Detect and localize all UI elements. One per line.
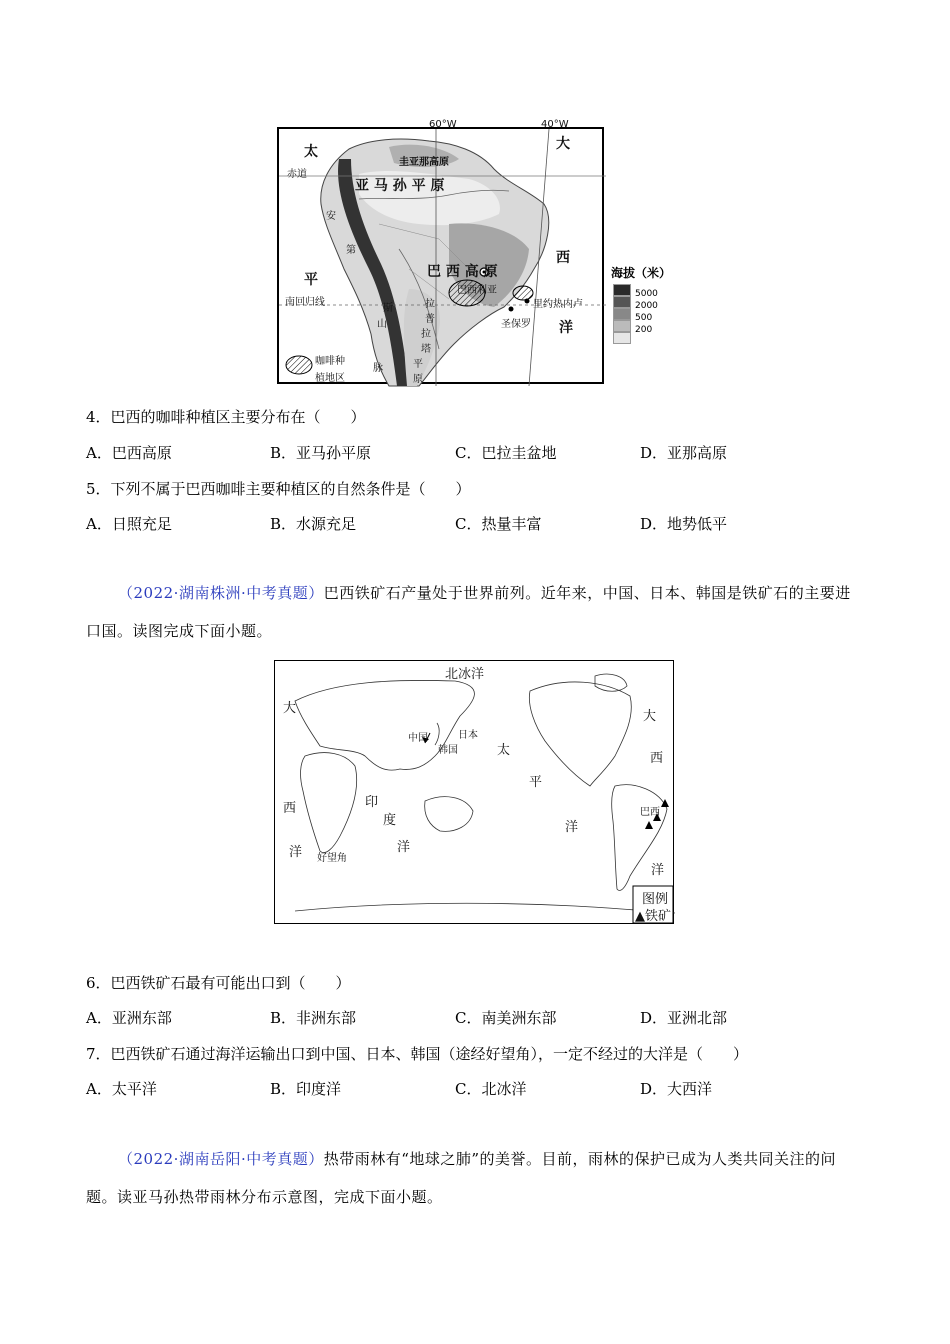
atlantic-label-1: 大 (556, 136, 570, 152)
intro-yueyang-text: 热带雨林有“地球之肺”的美誉。目前，雨林的保护已成为人类共同关注的问题。读亚马孙热带雨林分布示意图，完成下面小题。 (86, 1150, 837, 1206)
atlantic-right-2: 西 (650, 751, 664, 766)
equator-label: 赤道 (287, 169, 307, 180)
q7-option-d[interactable]: D．大西洋 (640, 1080, 713, 1098)
saopaulo-label: 圣保罗 (501, 319, 531, 330)
pacific-label-1: 太 (304, 144, 318, 160)
q7-stem: 7．巴西铁矿石通过海洋运输出口到中国、日本、韩国（途经好望角），一定不经过的大洋是（ ） (86, 1045, 749, 1063)
atlantic-left-1: 大 (283, 701, 297, 716)
south-america-relief-map (277, 119, 604, 385)
elevation-level-label: 5000 (635, 289, 658, 299)
laplata-char-5: 平 (413, 359, 423, 370)
elevation-level-label: 200 (635, 325, 653, 335)
brazil-label: 巴西 (640, 807, 660, 818)
atlantic-right-3: 洋 (651, 863, 665, 878)
atlantic-label-3: 洋 (559, 320, 573, 336)
q5-option-b[interactable]: B．水源充足 (270, 515, 357, 533)
elevation-swatch (613, 284, 631, 296)
elevation-level-label: 500 (635, 313, 653, 323)
atlantic-label-2: 西 (556, 250, 570, 266)
laplata-char-4: 塔 (421, 344, 431, 355)
q4-stem: 4．巴西的咖啡种植区主要分布在（ ） (86, 408, 366, 426)
amazon-plain-label: 亚 马 孙 平 原 (355, 178, 445, 194)
elevation-legend-title: 海拔（米） (611, 266, 672, 280)
legend-coffee-line1: 咖啡种 (315, 356, 345, 367)
lon-60w-label: 60°W (429, 119, 457, 130)
q4-option-c[interactable]: C．巴拉圭盆地 (455, 444, 557, 462)
legend-coffee-line2: 植地区 (315, 373, 345, 384)
pacific-2: 平 (529, 775, 543, 790)
q6-option-d[interactable]: D．亚洲北部 (640, 1009, 728, 1027)
q5-option-c[interactable]: C．热量丰富 (455, 515, 542, 533)
q7-option-b[interactable]: B．印度洋 (270, 1080, 342, 1098)
lon-40w-label: 40°W (541, 119, 569, 130)
q6-option-b[interactable]: B．非洲东部 (270, 1009, 357, 1027)
q7-option-a[interactable]: A．太平洋 (86, 1080, 157, 1098)
world-map-graphic (275, 661, 675, 925)
indian-2: 度 (383, 813, 397, 828)
laplata-char-1: 拉 (425, 299, 435, 310)
intro-zhuzhou-text: 巴西铁矿石产量处于世界前列。近年来，中国、日本、韩国是铁矿石的主要进口国。读图完成下面小题。 (86, 584, 851, 640)
atlantic-left-3: 洋 (289, 845, 303, 860)
japan-label: 日本 (458, 730, 478, 741)
andes-char-1: 安 (326, 211, 336, 222)
arctic-ocean-label: 北冰洋 (445, 667, 485, 682)
andes-char-5: 脉 (373, 363, 383, 374)
world-iron-ore-map (274, 660, 674, 924)
tropic-label: 南回归线 (285, 297, 325, 308)
cape-of-good-hope-label: 好望角 (317, 853, 347, 864)
atlantic-right-1: 大 (643, 709, 657, 724)
pacific-label-2: 平 (304, 272, 318, 288)
brasilia-label: 巴西利亚 (457, 285, 497, 296)
andes-char-4: 山 (377, 319, 387, 330)
elevation-swatch (613, 296, 631, 308)
korea-label: 韩国 (438, 745, 458, 756)
elevation-swatch (613, 320, 631, 332)
laplata-char-6: 原 (413, 374, 423, 385)
elevation-swatch (613, 308, 631, 320)
intro-yueyang-source: （2022·湖南岳阳·中考真题） (118, 1150, 324, 1168)
q4-option-b[interactable]: B．亚马孙平原 (270, 444, 372, 462)
indian-3: 洋 (397, 840, 411, 855)
q5-option-a[interactable]: A．日照充足 (86, 515, 172, 533)
intro-zhuzhou (86, 574, 866, 650)
q6-option-a[interactable]: A．亚洲东部 (86, 1009, 172, 1027)
elevation-legend (611, 264, 691, 354)
brazil-plateau-label: 巴 西 高 原 (427, 264, 498, 280)
atlantic-left-2: 西 (283, 801, 297, 816)
q4-option-d[interactable]: D．亚那高原 (640, 444, 728, 462)
elevation-level-label: 2000 (635, 301, 658, 311)
andes-char-3: 斯 (383, 303, 393, 314)
q5-option-d[interactable]: D．地势低平 (640, 515, 728, 533)
laplata-char-3: 拉 (421, 329, 431, 340)
map2-legend-iron: ▲铁矿 (635, 909, 671, 924)
andes-char-2: 第 (346, 245, 356, 256)
pacific-3: 洋 (565, 820, 579, 835)
q6-option-c[interactable]: C．南美洲东部 (455, 1009, 557, 1027)
q4-option-a[interactable]: A．巴西高原 (86, 444, 172, 462)
guiana-highland-label: 圭亚那高原 (399, 157, 449, 168)
intro-yueyang (86, 1140, 866, 1216)
q6-stem: 6．巴西铁矿石最有可能出口到（ ） (86, 974, 351, 992)
map2-legend-title: 图例 (642, 892, 669, 907)
pacific-1: 太 (497, 743, 511, 758)
q5-stem: 5．下列不属于巴西咖啡主要种植区的自然条件是（ ） (86, 480, 471, 498)
q7-option-c[interactable]: C．北冰洋 (455, 1080, 527, 1098)
indian-1: 印 (365, 795, 379, 810)
rio-label: 里约热内卢 (533, 299, 583, 310)
elevation-swatch (613, 332, 631, 344)
china-label: 中国 (408, 733, 428, 744)
intro-zhuzhou-source: （2022·湖南株洲·中考真题） (118, 584, 324, 602)
laplata-char-2: 普 (425, 314, 435, 325)
